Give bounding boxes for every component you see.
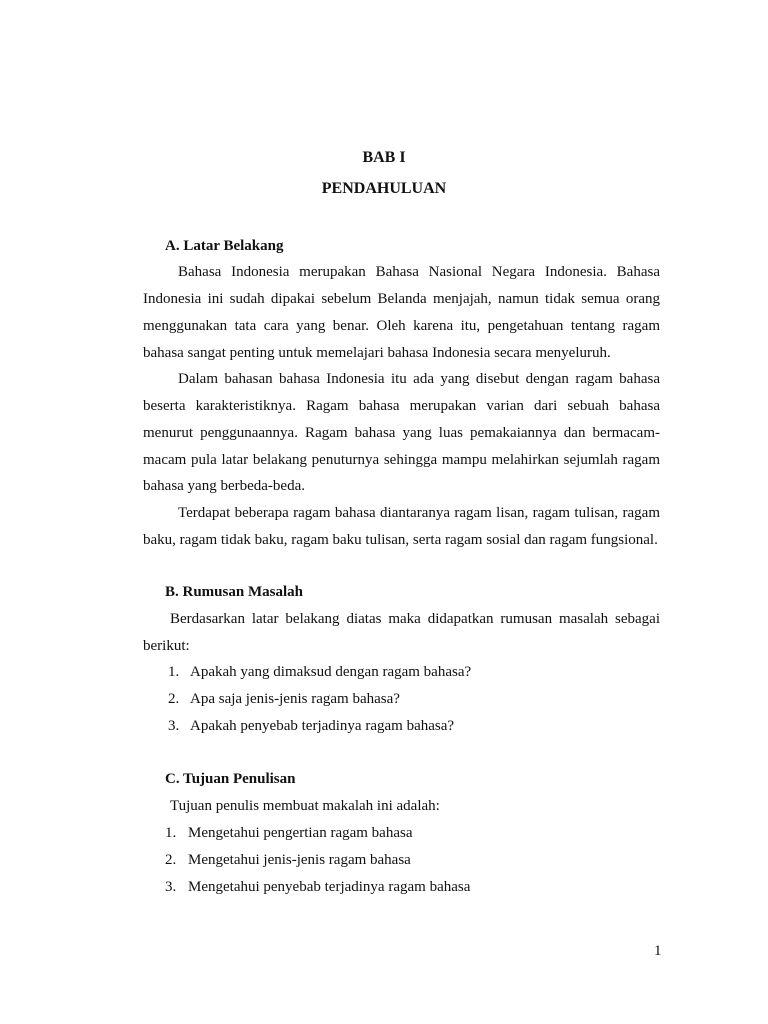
list-item-number: 2. [165, 852, 177, 868]
paragraph-line: Bahasa Indonesia merupakan Bahasa Nasional Negara Indonesia. Bahasa [178, 264, 660, 280]
section-b-heading: B. Rumusan Masalah [165, 584, 303, 600]
paragraph-line: bahasa yang berbeda-beda. [143, 478, 305, 494]
paragraph-line: bahasa sangat penting untuk memelajari bahasa Indonesia secara menyeluruh. [143, 345, 611, 361]
paragraph-line: baku, ragam tidak baku, ragam baku tulisan, serta ragam sosial dan ragam fungsional. [143, 532, 658, 548]
list-item-number: 3. [165, 879, 177, 895]
paragraph-line: berikut: [143, 638, 190, 654]
page-number: 1 [654, 943, 662, 959]
paragraph-line: menggunakan tata cara yang benar. Oleh karena itu, pengetahuan tentang ragam [143, 318, 660, 334]
list-item: Mengetahui jenis-jenis ragam bahasa [188, 852, 411, 868]
paragraph-line: menurut penggunaannya. Ragam bahasa yang luas pemakaiannya dan bermacam- [143, 425, 660, 441]
section-a-heading: A. Latar Belakang [165, 238, 284, 254]
list-item-number: 2. [168, 691, 180, 707]
list-item-number: 1. [168, 664, 180, 680]
list-item-number: 1. [165, 825, 177, 841]
paragraph-line: Indonesia ini sudah dipakai sebelum Belanda menjajah, namun tidak semua orang [143, 291, 660, 307]
chapter-number: BAB I [362, 149, 406, 166]
paragraph-line: Dalam bahasan bahasa Indonesia itu ada yang disebut dengan ragam bahasa [178, 371, 660, 387]
list-item: Apakah penyebab terjadinya ragam bahasa? [190, 718, 455, 734]
paragraph-line: Terdapat beberapa ragam bahasa diantaranya ragam lisan, ragam tulisan, ragam [178, 505, 660, 521]
list-item: Mengetahui penyebab terjadinya ragam bahasa [188, 879, 471, 895]
list-item: Apakah yang dimaksud dengan ragam bahasa? [190, 664, 472, 680]
paragraph-line: Berdasarkan latar belakang diatas maka didapatkan rumusan masalah sebagai [170, 611, 660, 627]
chapter-title: PENDAHULUAN [321, 180, 447, 197]
list-item-number: 3. [168, 718, 180, 734]
list-item: Mengetahui pengertian ragam bahasa [188, 825, 413, 841]
list-item: Apa saja jenis-jenis ragam bahasa? [190, 691, 400, 707]
section-c-heading: C. Tujuan Penulisan [165, 771, 296, 787]
paragraph-line: Tujuan penulis membuat makalah ini adalah: [170, 798, 440, 814]
paragraph-line: macam pula latar belakang penuturnya sehingga mampu melahirkan sejumlah ragam [143, 452, 660, 468]
paragraph-line: beserta karakteristiknya. Ragam bahasa merupakan varian dari sebuah bahasa [143, 398, 660, 414]
